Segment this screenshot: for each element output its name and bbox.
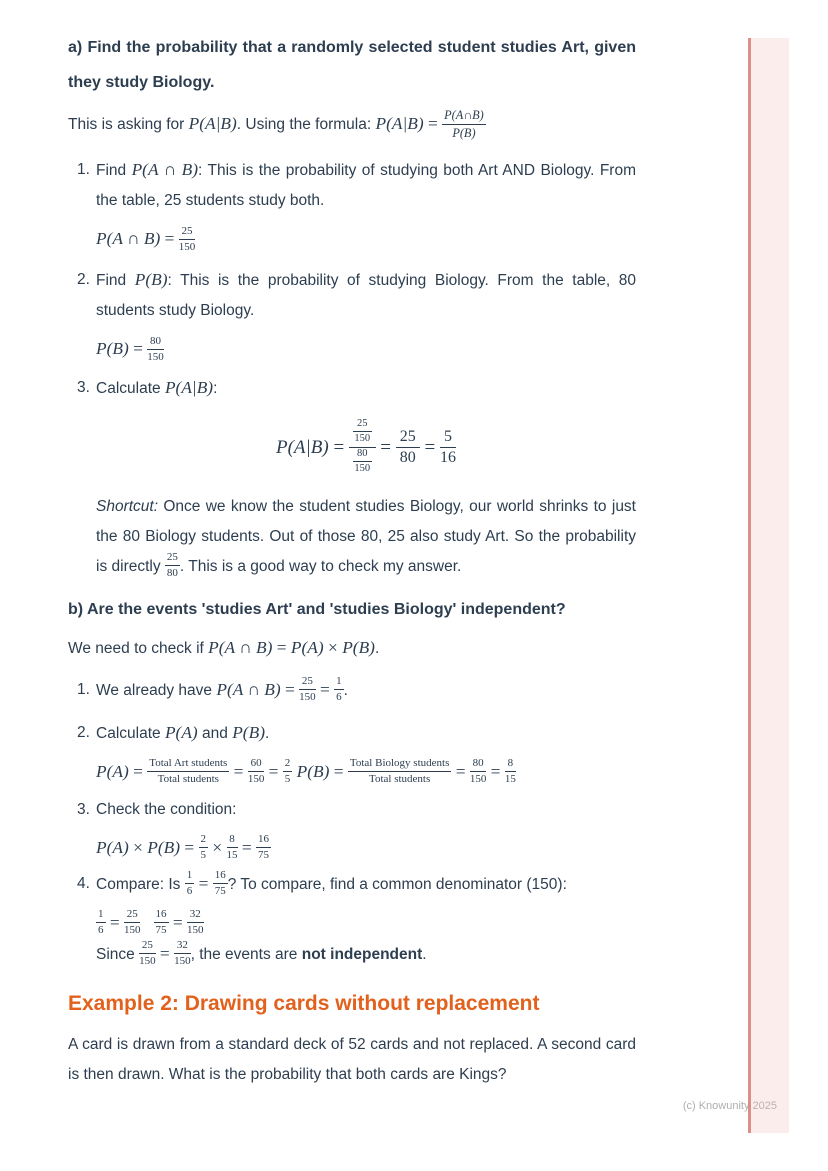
- fraction: $\frac{1}{6}$: [98, 908, 104, 936]
- example-2-heading: Example 2: Drawing cards without replacement: [68, 991, 540, 1015]
- fraction: $\frac{8}{15}$: [504, 757, 516, 785]
- fraction: $\frac{32}{150}$: [187, 908, 204, 936]
- fraction: $\frac{1}{6}$: [186, 869, 193, 897]
- list-number: 2.: [77, 271, 90, 289]
- fraction: $\frac{P(A\cap B)}{P(B)}$: [444, 108, 484, 140]
- fraction: $\frac{25}{150}$: [299, 675, 316, 703]
- fraction: $\frac{8}{15}$: [226, 833, 238, 861]
- list-number: 2.: [77, 723, 90, 741]
- fraction: $\frac{5}{16}$: [440, 428, 457, 467]
- list-item-text: We already have P(A ∩ B) = $\frac{25}{150}$ = $\frac{1}{6}$ .: [96, 675, 348, 703]
- math-line: P(A) = $\frac{\text{Total Art students}}{\text{Total students}}$ = $\frac{60}{150}$ = $\frac{2}{5}$ P(B) = $\frac{\text{Total Biology students}}{\text{Total students}}$ = $\frac{80}{150}$ = $\frac{8}{15}$: [96, 757, 516, 785]
- fraction: $\frac{16}{75}$: [155, 908, 167, 936]
- list-item-text: Find P(B): This is the probability of studying Biology. From the table, 80 students study Biology.: [96, 270, 636, 320]
- check-condition-paragraph: We need to check if P(A ∩ B) = P(A) × P(B).: [68, 637, 380, 657]
- list-number: 3.: [77, 800, 90, 818]
- list-number: 3.: [77, 379, 90, 397]
- fraction: $\frac{25}{150}$: [178, 225, 196, 253]
- fraction: $\frac{25}{80}$: [396, 428, 420, 468]
- list-number: 4.: [77, 874, 90, 892]
- list-item-a2: [68, 265, 636, 365]
- fraction: [349, 419, 376, 476]
- fraction: $\frac{25}{150}$: [123, 908, 141, 936]
- fraction: $\frac{80}{150}$: [354, 448, 371, 475]
- fraction: $\frac{25}{150}$: [139, 939, 156, 967]
- list-item-b1: [68, 675, 636, 706]
- list-item-a3: [68, 373, 636, 477]
- fraction: $\frac{60}{150}$: [247, 757, 265, 785]
- decor-right-bar: [748, 38, 789, 1133]
- fraction: $\frac{80}{150}$: [147, 335, 164, 363]
- shortcut-note: Shortcut: Once we know the student studies Biology, our world shrinks to just the 80 Biology students. Out of those 80, 25 also study Art. So the probability is directly $\frac{25}{80}$ . This is a good way to check my answer.: [96, 497, 636, 579]
- list-item-text: Calculate P(A) and P(B).: [96, 722, 270, 742]
- fraction: $\frac{80}{150}$: [469, 757, 487, 785]
- fraction: $\frac{2}{5}$: [284, 757, 291, 785]
- list-item-text: Find P(A ∩ B): This is the probability of studying both Art AND Biology. From the table, 25 students study both.: [96, 160, 636, 210]
- list-item-b4: [68, 869, 636, 970]
- fraction: $\frac{\text{Total Biology students}}{\text{Total students}}$: [349, 757, 450, 785]
- fraction: $\frac{32}{150}$: [174, 939, 191, 967]
- fraction: $\frac{\text{Total Art students}}{\text{Total students}}$: [149, 757, 228, 785]
- document-page: [68, 0, 636, 1090]
- math-line: P(A ∩ B) = $\frac{25}{150}$: [96, 225, 196, 253]
- list-item-text: Compare: Is $\frac{1}{6}$ = $\frac{16}{75}$ ? To compare, find a common denominator (150):: [96, 869, 567, 897]
- math-line: P(B) = $\frac{80}{150}$: [96, 335, 164, 363]
- display-equation: P(A|B) = $\frac{\frac{25}{150}}{\frac{80}{150}}$ = $\frac{25}{80}$ = $\frac{5}{16}$: [96, 420, 636, 477]
- list-number: 1.: [77, 161, 90, 179]
- fraction: $\frac{16}{75}$: [258, 833, 269, 861]
- list-item-a1: [68, 155, 636, 255]
- fraction: $\frac{1}{6}$: [336, 675, 342, 703]
- section-heading-b: b) Are the events 'studies Art' and 'studies Biology' independent?: [68, 600, 566, 618]
- list-item-b2: [68, 718, 636, 788]
- list-item-text: Calculate P(A|B):: [96, 378, 218, 398]
- conclusion-line: Since $\frac{25}{150}$ = $\frac{32}{150}$ , the events are not independent.: [96, 939, 427, 967]
- list-item-b3: [68, 795, 636, 864]
- example-2-paragraph: A card is drawn from a standard deck of 52 cards and not replaced. A second card is then drawn. What is the probability that both cards are Kings?: [68, 1035, 636, 1083]
- math-line: $\frac{1}{6}$ = $\frac{25}{150}$ $\frac{16}{75}$ = $\frac{32}{150}$: [98, 908, 204, 936]
- fraction: $\frac{16}{75}$: [214, 869, 226, 897]
- section-heading-a: a) Find the probability that a randomly selected student studies Art, given they study Biology.: [68, 39, 636, 91]
- footer-copyright: (c) Knowunity 2025: [682, 1100, 777, 1112]
- fraction: $\frac{2}{5}$: [200, 833, 207, 861]
- list-number: 1.: [77, 680, 90, 698]
- fraction: $\frac{25}{150}$: [354, 418, 371, 445]
- intro-paragraph: This is asking for P(A|B). Using the formula: P(A|B) = $\frac{P(A\cap B)}{P(B)}$: [68, 108, 484, 140]
- math-line: P(A) × P(B) = $\frac{2}{5}$ × $\frac{8}{15}$ = $\frac{16}{75}$: [96, 833, 269, 861]
- list-item-text: Check the condition:: [96, 800, 237, 818]
- fraction: $\frac{25}{80}$: [166, 551, 178, 579]
